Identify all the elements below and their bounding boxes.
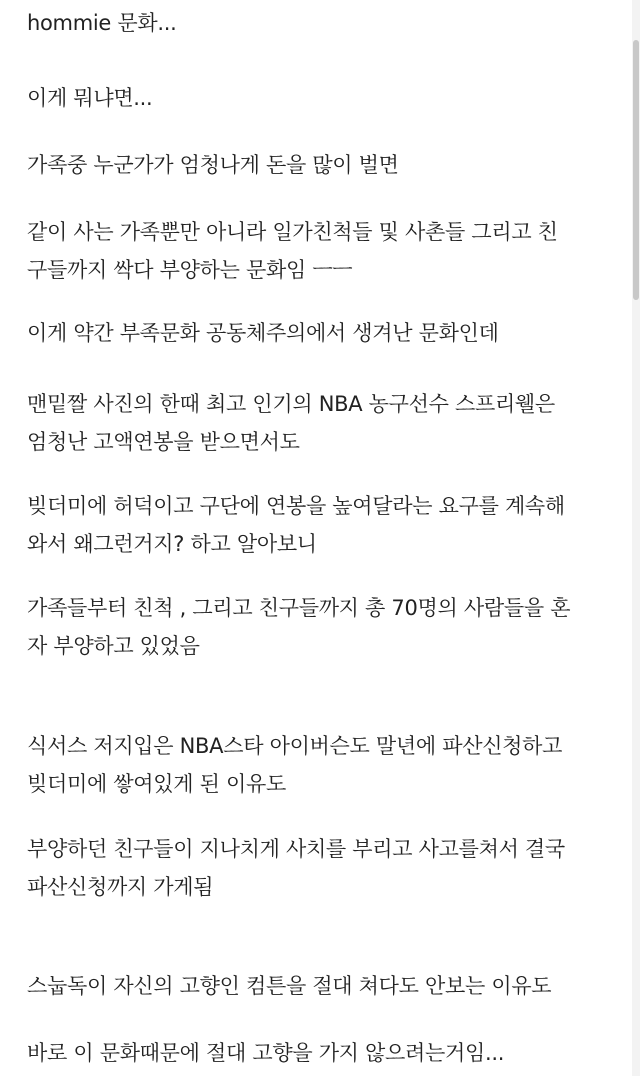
paragraph-11 xyxy=(27,967,627,1005)
paragraph-7 xyxy=(27,487,627,563)
text-line: 가족중 누군가가 엄청나게 돈을 많이 벌면 xyxy=(27,153,399,177)
text-line: 스눕독이 자신의 고향인 컴튼을 절대 쳐다도 안보는 이유도 xyxy=(27,974,552,998)
text-line: 빚더미에 쌓여있게 된 이유도 xyxy=(27,772,286,796)
text-line: 이게 약간 부족문화 공동체주의에서 생겨난 문화인데 xyxy=(27,321,499,345)
text-line: 바로 이 문화때문에 절대 고향을 가지 않으려는거임... xyxy=(27,1041,505,1065)
paragraph-9 xyxy=(27,727,627,803)
text-line: 엄청난 고액연봉을 받으면서도 xyxy=(27,430,300,454)
text-line: hommie 문화... xyxy=(27,11,177,35)
text-line: 파산신청까지 가게됨 xyxy=(27,875,214,899)
paragraph-1 xyxy=(27,4,627,42)
text-line: 와서 왜그런거지? 하고 알아보니 xyxy=(27,532,317,556)
text-line: 식서스 저지입은 NBA스타 아이버슨도 말년에 파산신청하고 xyxy=(27,734,563,758)
paragraph-5 xyxy=(27,314,627,352)
text-line: 구들까지 싹다 부양하는 문화임 ㅡㅡ xyxy=(27,258,353,282)
text-line: 부양하던 친구들이 지나치게 사치를 부리고 사고를쳐서 결국 xyxy=(27,837,565,861)
text-line: 빚더미에 허덕이고 구단에 연봉을 높여달라는 요구를 계속해 xyxy=(27,494,565,518)
text-line: 가족들부터 친척 , 그리고 친구들까지 총 70명의 사람들을 혼 xyxy=(27,596,571,620)
paragraph-6 xyxy=(27,385,627,461)
paragraph-10 xyxy=(27,830,627,906)
paragraph-3 xyxy=(27,146,627,184)
text-line: 같이 사는 가족뿐만 아니라 일가친척들 및 사촌들 그리고 친 xyxy=(27,220,558,244)
paragraph-4 xyxy=(27,213,627,289)
text-line: 이게 뭐냐면... xyxy=(27,86,153,110)
scrollbar-track[interactable] xyxy=(632,0,640,1076)
paragraph-8 xyxy=(27,589,627,665)
text-line: 맨밑짤 사진의 한때 최고 인기의 NBA 농구선수 스프리웰은 xyxy=(27,392,555,416)
scrollbar-thumb[interactable] xyxy=(633,40,639,300)
text-line: 자 부양하고 있었음 xyxy=(27,634,200,658)
paragraph-2 xyxy=(27,79,627,117)
paragraph-12 xyxy=(27,1034,627,1072)
